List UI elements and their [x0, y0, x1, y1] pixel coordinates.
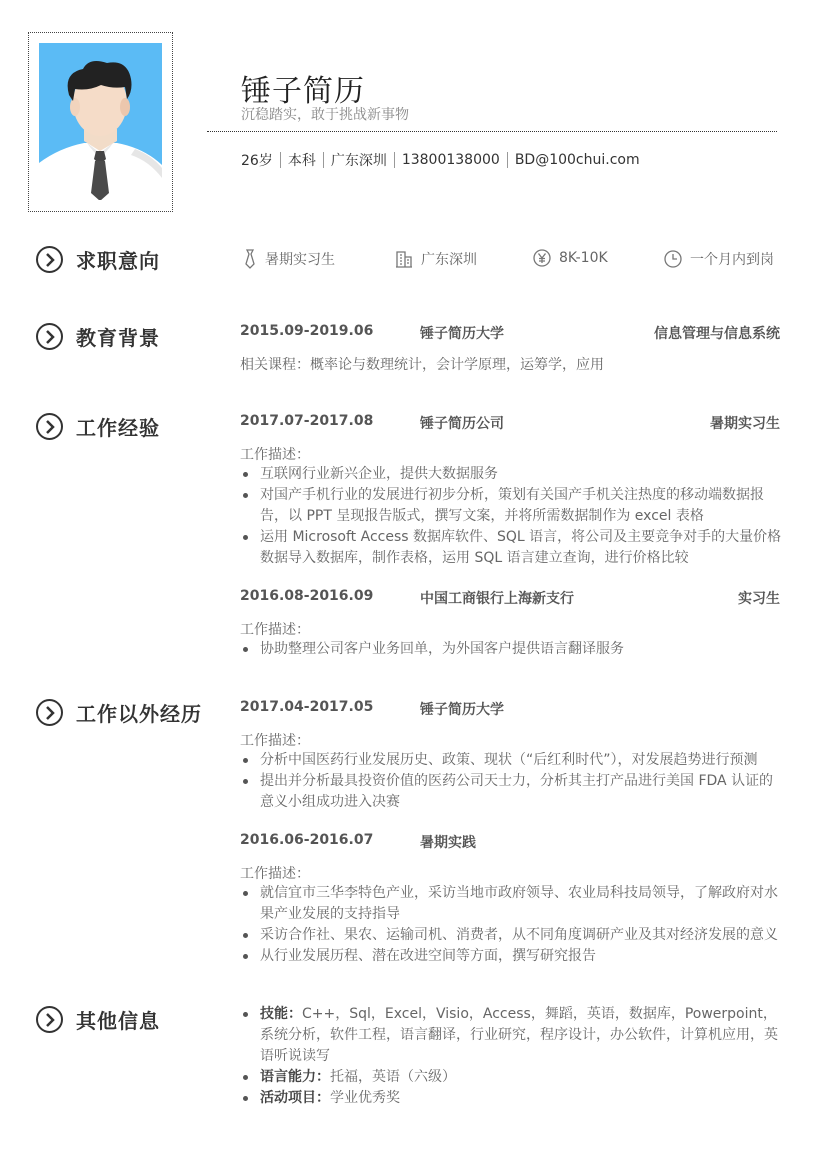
list-item [240, 1088, 785, 1109]
building-icon [395, 250, 413, 268]
list-item: 就信宜市三华李特色产业，采访当地市政府领导、农业局科技局领导，了解政府对水果产业发展的支持指导 [240, 883, 785, 925]
list-item [240, 1004, 785, 1067]
skills-text: C++，Sql，Excel，Visio，Access，舞蹈，英语，数据库，Powerpoint，系统分析，软件工程，语言翻译，行业研究，程序设计，办公软件，计算机应用，英语听说读写 [260, 1006, 778, 1064]
intent-availability [664, 249, 774, 269]
language-text: 托福，英语（六级） [330, 1069, 456, 1085]
experience-org: 锤子简历大学 [420, 702, 504, 718]
education-date: 2015.09-2019.06 [240, 323, 374, 339]
work-date: 2017.07-2017.08 [240, 413, 374, 429]
section-heading-other-info [36, 1005, 160, 1034]
intent-city-text: 广东深圳 [421, 252, 477, 268]
language-label: 语言能力： [260, 1069, 330, 1085]
job-role: 暑期实习生 [710, 416, 780, 432]
intent-salary [533, 249, 608, 267]
experience-bullets [240, 750, 785, 813]
company-name: 锤子简历公司 [420, 416, 504, 432]
activities-text: 学业优秀奖 [330, 1090, 400, 1106]
company-name: 中国工商银行上海新支行 [420, 591, 574, 607]
chevron-right-icon [36, 323, 63, 350]
courses: 相关课程：概率论与数理统计，会计学原理，运筹学，应用 [240, 357, 604, 373]
list-item: 采访合作社、果农、运输司机、消费者，从不同角度调研产业及其对经济发展的意义 [240, 925, 785, 946]
list-item: 协助整理公司客户业务回单，为外国客户提供语言翻译服务 [240, 639, 785, 660]
chevron-right-icon [36, 413, 63, 440]
list-item: 对国产手机行业的发展进行初步分析，策划有关国产手机关注热度的移动端数据报告，以 PPT 呈现报告版式，撰写文案，并将所需数据制作为 excel 表格 [240, 485, 785, 527]
experience-date: 2016.06-2016.07 [240, 832, 374, 848]
description-label: 工作描述： [240, 447, 310, 463]
experience-bullets [240, 883, 785, 967]
separator [394, 152, 395, 168]
yen-icon [533, 249, 551, 267]
experience-date: 2017.04-2017.05 [240, 699, 374, 715]
photo-frame [28, 32, 173, 212]
section-heading-other-experience [36, 698, 202, 727]
section-heading-intent [36, 245, 160, 274]
skills-label: 技能： [260, 1006, 302, 1022]
list-item: 运用 Microsoft Access 数据库软件、SQL 语言，将公司及主要竞争对手的大量价格数据导入数据库，制作表格，运用 SQL 语言建立查询，进行价格比较 [240, 527, 785, 569]
chevron-right-icon [36, 246, 63, 273]
major: 信息管理与信息系统 [654, 326, 780, 342]
separator [507, 152, 508, 168]
tagline: 沉稳踏实，敢于挑战新事物 [241, 107, 409, 123]
intent-city [395, 249, 477, 269]
tie-icon [243, 249, 257, 269]
location: 广东深圳 [330, 153, 387, 169]
section-title: 求职意向 [76, 249, 160, 273]
resume-title: 锤子简历 [241, 74, 365, 109]
contact-info [241, 150, 640, 170]
email[interactable]: BD@100chui.com [514, 152, 640, 168]
description-label: 工作描述： [240, 622, 310, 638]
separator [323, 152, 324, 168]
other-info-list [240, 1004, 785, 1109]
separator [280, 152, 281, 168]
section-title: 其他信息 [76, 1009, 160, 1033]
degree: 本科 [287, 153, 316, 169]
work-date: 2016.08-2016.09 [240, 588, 374, 604]
intent-availability-text: 一个月内到岗 [690, 252, 774, 268]
description-label: 工作描述： [240, 866, 310, 882]
section-heading-education [36, 322, 160, 351]
list-item: 从行业发展历程、潜在改进空间等方面，撰写研究报告 [240, 946, 785, 967]
list-item: 互联网行业新兴企业，提供大数据服务 [240, 464, 785, 485]
chevron-right-icon [36, 699, 63, 726]
work-bullets [240, 639, 785, 660]
section-heading-work [36, 412, 160, 441]
age: 26岁 [241, 153, 273, 169]
section-title: 工作经验 [76, 416, 160, 440]
activities-label: 活动项目： [260, 1090, 330, 1106]
list-item: 分析中国医药行业发展历史、政策、现状（“后红利时代”），对发展趋势进行预测 [240, 750, 785, 771]
job-role: 实习生 [738, 591, 780, 607]
section-title: 工作以外经历 [76, 702, 202, 726]
phone[interactable]: 13800138000 [401, 152, 500, 168]
description-label: 工作描述： [240, 733, 310, 749]
section-title: 教育背景 [76, 326, 160, 350]
intent-position [243, 249, 335, 269]
work-bullets [240, 464, 785, 569]
school-name: 锤子简历大学 [420, 326, 504, 342]
intent-salary-text: 8K-10K [559, 250, 608, 266]
clock-icon [664, 250, 682, 268]
experience-org: 暑期实践 [420, 835, 476, 851]
intent-position-text: 暑期实习生 [265, 252, 335, 268]
list-item: 提出并分析最具投资价值的医药公司天士力，分析其主打产品进行美国 FDA 认证的意义小组成功进入决赛 [240, 771, 785, 813]
list-item [240, 1067, 785, 1088]
chevron-right-icon [36, 1006, 63, 1033]
divider [207, 131, 777, 132]
avatar [39, 43, 162, 200]
